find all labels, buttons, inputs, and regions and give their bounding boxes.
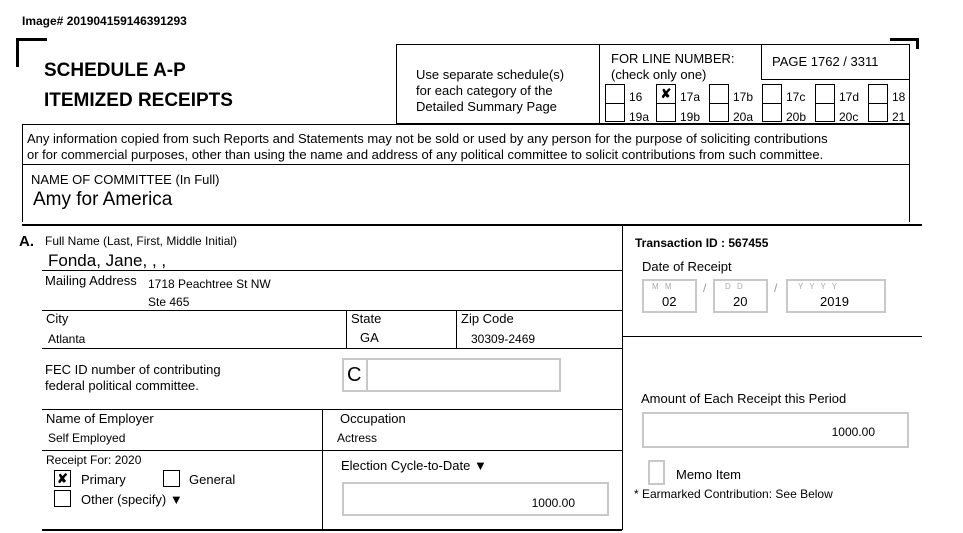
state-label: State: [351, 311, 382, 326]
employer-label: Name of Employer: [46, 411, 154, 426]
entry-letter: A.: [19, 233, 34, 250]
occupation-label: Occupation: [340, 411, 406, 426]
fec-label-2: federal political committee.: [45, 378, 199, 393]
corner-bracket-left: [16, 38, 47, 67]
date-month-hint: M M: [652, 282, 674, 291]
line-label-19b: 19b: [680, 110, 701, 124]
cycle-to-date-value: 1000.00: [531, 496, 575, 510]
section-bottom-rule: [42, 529, 622, 531]
line-label-18: 18: [892, 90, 906, 104]
notice-line1: Any information copied from such Reports and Statements may not be sold or used by any person for the purpose of soliciting contributions: [27, 131, 828, 146]
rule-address: [42, 310, 622, 311]
cycle-label-text: Election Cycle-to-Date: [341, 458, 471, 473]
notice-line2: or for commercial purposes, other than using the name and address of any political committee to solicit contributions from such committee.: [27, 147, 824, 162]
memo-checkbox[interactable]: [648, 460, 665, 485]
line-label-16: 16: [629, 90, 643, 104]
rule-city: [346, 310, 347, 348]
date-month-value: 02: [662, 294, 677, 309]
line-checkbox-17b[interactable]: [709, 84, 729, 104]
column-divider: [622, 224, 623, 530]
zip-value: 30309-2469: [471, 332, 536, 346]
employer-value: Self Employed: [48, 431, 126, 445]
zip-label: Zip Code: [461, 311, 514, 326]
receipt-for-text: Receipt For:: [46, 453, 112, 467]
line-number-label: FOR LINE NUMBER:: [611, 51, 735, 66]
line-checkbox-21[interactable]: [868, 103, 888, 122]
line-checkbox-19b[interactable]: [656, 103, 676, 122]
line-label-17d: 17d: [839, 90, 860, 104]
chevron-down-icon[interactable]: ▼: [169, 492, 183, 507]
rule-city-row: [42, 348, 622, 349]
receipt-for-label: [46, 453, 141, 467]
schedule-title: SCHEDULE A-P: [44, 60, 186, 81]
instructions-line3: Detailed Summary Page: [416, 99, 557, 114]
date-separator-1: /: [703, 281, 707, 295]
mailing-label: Mailing Address: [45, 273, 137, 288]
date-year-hint: Y Y Y Y: [798, 282, 840, 291]
rule-name: [42, 270, 622, 271]
amount-field[interactable]: [642, 412, 909, 448]
line-label-17a: 17a: [680, 90, 701, 104]
fec-id-field[interactable]: [342, 358, 561, 392]
date-day-hint: D D: [725, 282, 745, 291]
primary-checkbox[interactable]: ✘: [54, 470, 71, 487]
amount-label: Amount of Each Receipt this Period: [641, 391, 847, 406]
city-value: Atlanta: [48, 332, 86, 346]
committee-name: Amy for America: [33, 189, 173, 210]
line-checkbox-18[interactable]: [868, 84, 888, 104]
date-year-field[interactable]: [786, 279, 886, 313]
cycle-label: [341, 458, 487, 473]
line-checkbox-16[interactable]: [605, 84, 625, 104]
line-checkbox-19a[interactable]: [605, 103, 625, 122]
address-line1: 1718 Peachtree St NW: [148, 277, 271, 291]
transaction-id: Transaction ID : 567455: [635, 236, 769, 250]
rule-employer: [322, 409, 323, 530]
line-checkbox-20a[interactable]: [709, 103, 729, 122]
other-checkbox[interactable]: [54, 490, 71, 507]
line-label-20a: 20a: [733, 110, 754, 124]
fec-label-1: FEC ID number of contributing: [45, 362, 221, 377]
date-year-value: 2019: [820, 294, 849, 309]
section-top-rule: [22, 224, 922, 226]
other-label-text: Other (specify): [81, 492, 167, 507]
cycle-to-date-field[interactable]: [342, 482, 609, 516]
line-number-hint: (check only one): [611, 67, 707, 82]
earmarked-note: * Earmarked Contribution: See Below: [634, 487, 833, 501]
line-label-20c: 20c: [839, 110, 859, 124]
receipt-for-year: 2020: [114, 453, 142, 467]
memo-label: Memo Item: [676, 467, 742, 482]
line-label-17b: 17b: [733, 90, 754, 104]
state-value: GA: [360, 330, 379, 345]
line-label-19a: 19a: [629, 110, 650, 124]
amount-value: 1000.00: [831, 425, 875, 439]
rule-fec: [42, 409, 622, 410]
chevron-down-icon: ▼: [473, 458, 487, 473]
full-name-label: Full Name (Last, First, Middle Initial): [45, 234, 238, 248]
line-label-21: 21: [892, 110, 906, 124]
line-label-20b: 20b: [786, 110, 807, 124]
line-label-17c: 17c: [786, 90, 806, 104]
full-name-value: Fonda, Jane, , ,: [48, 251, 167, 270]
primary-label: Primary: [81, 472, 126, 487]
rule-state: [456, 310, 457, 348]
instructions-line2: for each category of the: [416, 83, 553, 98]
page-number: PAGE 1762 / 3311: [772, 54, 879, 69]
occupation-value: Actress: [337, 431, 378, 445]
fec-id-separator: [366, 360, 368, 390]
rule-right: [622, 336, 922, 337]
fec-id-prefix: C: [347, 364, 362, 386]
city-label: City: [46, 311, 69, 326]
address-line2: Ste 465: [148, 295, 190, 309]
date-day-value: 20: [733, 294, 748, 309]
general-label: General: [189, 472, 236, 487]
other-label: [81, 492, 183, 507]
date-separator-2: /: [774, 281, 778, 295]
date-label: Date of Receipt: [642, 259, 732, 274]
schedule-subtitle: ITEMIZED RECEIPTS: [44, 90, 233, 111]
line-checkbox-17a[interactable]: ✘: [656, 84, 676, 104]
image-id: Image# 201904159146391293: [22, 14, 187, 28]
instructions-line1: Use separate schedule(s): [416, 67, 565, 82]
general-checkbox[interactable]: [163, 470, 180, 487]
committee-label: NAME OF COMMITTEE (In Full): [31, 172, 220, 187]
line-checkbox-20b[interactable]: [762, 103, 782, 122]
line-checkbox-17d[interactable]: [815, 84, 835, 104]
notice-divider: [22, 164, 910, 165]
date-month-field[interactable]: [642, 279, 697, 313]
line-checkbox-17c[interactable]: [762, 84, 782, 104]
rule-employer-row: [42, 450, 622, 451]
line-checkbox-20c[interactable]: [815, 103, 835, 122]
date-day-field[interactable]: [713, 279, 768, 313]
